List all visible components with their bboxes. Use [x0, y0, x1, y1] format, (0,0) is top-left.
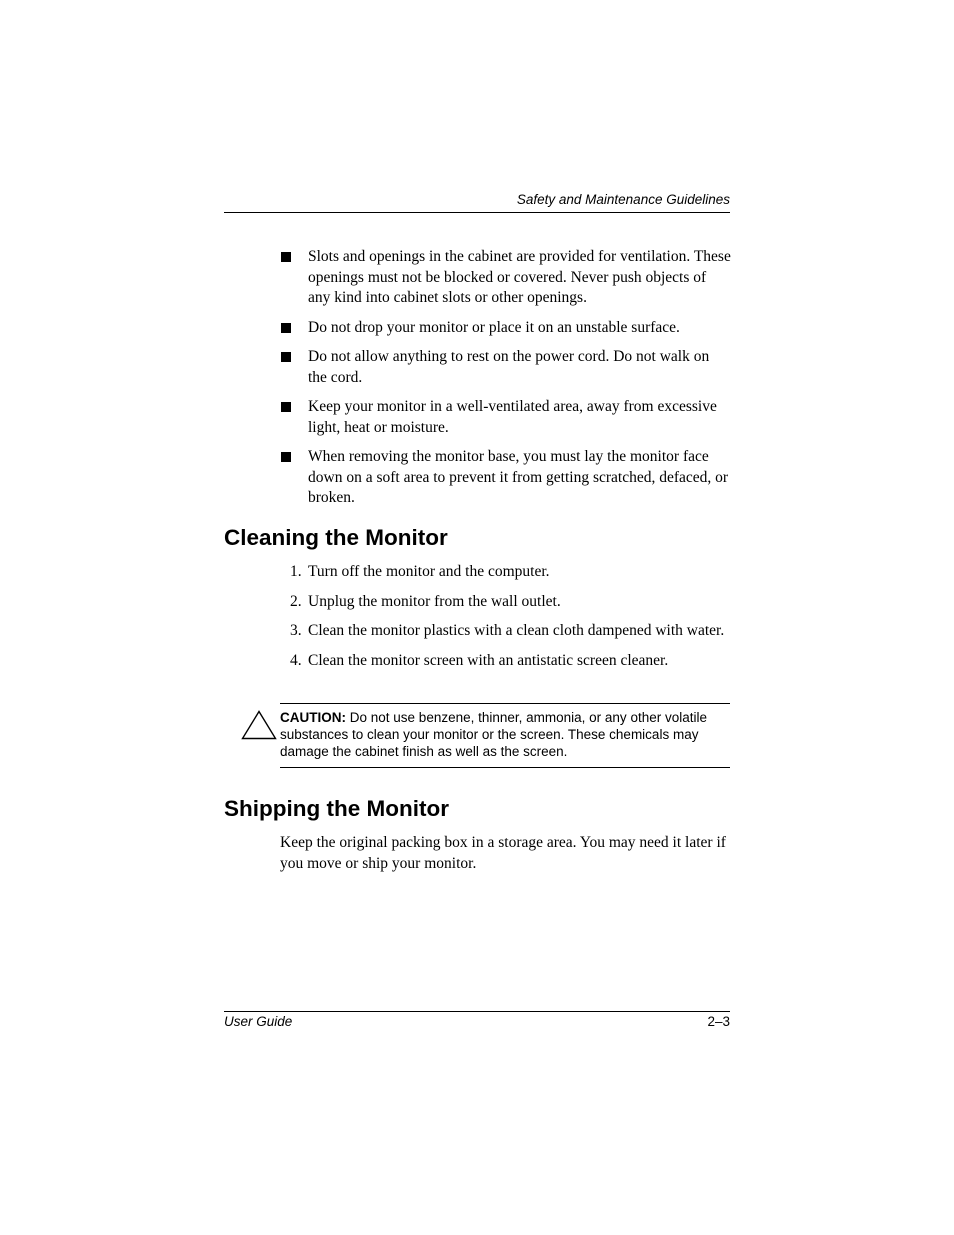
caution-label: CAUTION:: [280, 710, 346, 725]
bullet-text: Do not drop your monitor or place it on an unstable surface.: [308, 318, 680, 336]
shipping-paragraph: Keep the original packing box in a storage area. You may need it later if you move or ship your monitor.: [280, 834, 726, 872]
list-item: [280, 447, 732, 509]
section-heading-cleaning: Cleaning the Monitor: [224, 525, 448, 550]
caution-text: Do not use benzene, thinner, ammonia, or any other volatile substances to clean your monitor or the screen. These chemicals may damage the cabinet finish as well as the screen.: [280, 710, 707, 759]
cleaning-steps-list: [280, 562, 732, 680]
page-footer: [224, 1011, 730, 1036]
bullet-text: Keep your monitor in a well-ventilated area, away from excessive light, heat or moisture.: [308, 398, 717, 436]
caution-box: [240, 703, 730, 768]
running-header-title: Safety and Maintenance Guidelines: [516, 192, 730, 207]
square-bullet-icon: [281, 252, 291, 262]
caution-bottom-rule: [280, 767, 730, 768]
step-text: Clean the monitor plastics with a clean cloth dampened with water.: [308, 622, 725, 639]
list-item: [280, 397, 732, 438]
safety-bullet-list: [280, 247, 732, 518]
square-bullet-icon: [281, 452, 291, 462]
square-bullet-icon: [281, 352, 291, 362]
step-text: Turn off the monitor and the computer.: [308, 563, 550, 580]
list-item: [280, 318, 732, 339]
bullet-text: Slots and openings in the cabinet are provided for ventilation. These openings must not be blocked or covered. Never push objects of any kind into cabinet slots or other openings.: [308, 248, 731, 306]
bullet-text: When removing the monitor base, you must lay the monitor face down on a soft area to prevent it from getting scratched, defaced, or broken.: [308, 448, 729, 506]
footer-page-number: 2–3: [707, 1014, 730, 1029]
warning-triangle-icon: [241, 710, 277, 740]
list-item: [280, 562, 732, 583]
step-number: 2.: [290, 592, 302, 610]
caution-text-block: [280, 709, 730, 760]
footer-document-title: User Guide: [224, 1014, 293, 1029]
list-item: [280, 347, 732, 388]
list-item: [280, 247, 732, 309]
caution-top-rule: [280, 703, 730, 704]
square-bullet-icon: [281, 323, 291, 333]
list-item: [280, 621, 732, 642]
step-number: 1.: [290, 563, 302, 580]
list-item: [280, 592, 732, 613]
bullet-text: Do not allow anything to rest on the power cord. Do not walk on the cord.: [308, 348, 710, 386]
square-bullet-icon: [281, 402, 291, 412]
section-heading-shipping: Shipping the Monitor: [224, 796, 449, 821]
step-number: 3.: [290, 622, 302, 639]
step-text: Unplug the monitor from the wall outlet.: [308, 592, 561, 610]
step-text: Clean the monitor screen with an antistatic screen cleaner.: [308, 651, 669, 669]
list-item: [280, 651, 732, 672]
step-number: 4.: [290, 651, 302, 669]
running-header: [224, 191, 730, 213]
